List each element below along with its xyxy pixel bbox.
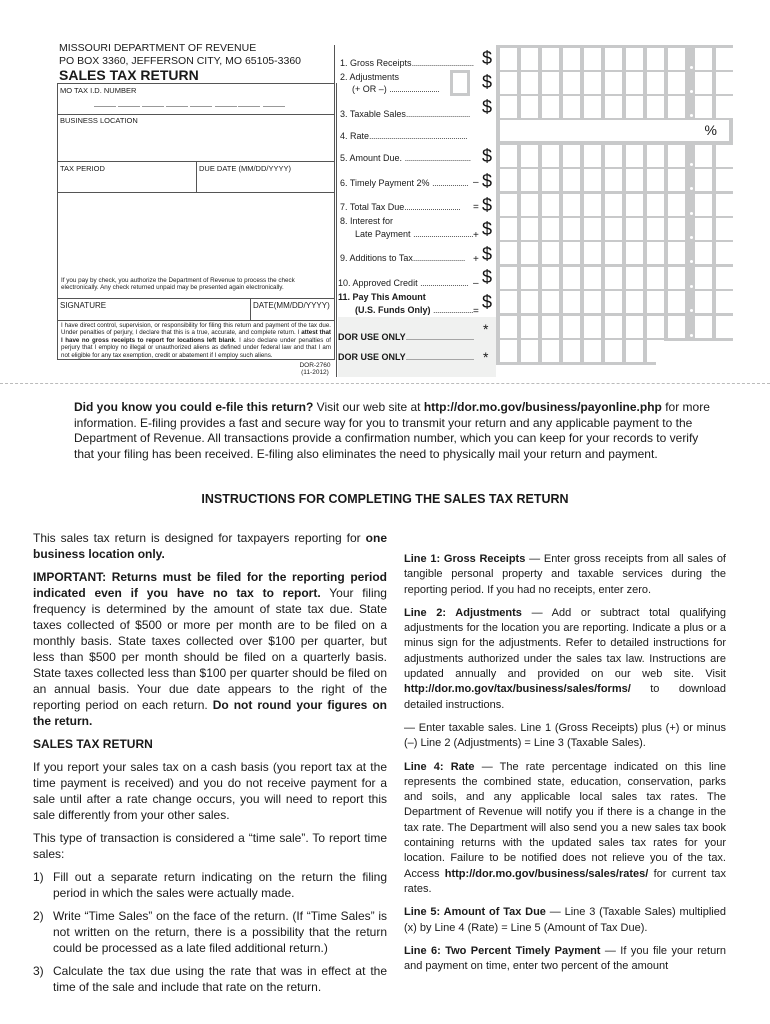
line-8-late-payment: Late Payment .............................. — [355, 229, 474, 239]
digit-cell[interactable] — [542, 316, 559, 338]
digit-cell[interactable] — [563, 267, 580, 289]
equals-operator: = — [473, 306, 479, 317]
digit-cell[interactable] — [716, 145, 733, 167]
digit-cell[interactable] — [605, 194, 622, 216]
tax-id-digit-slot — [94, 106, 116, 107]
line-6-instruction: Line 6: Two Percent Timely Payment — If you file your return and payment on time, enter two percent of the amount — [404, 944, 726, 973]
digit-cell[interactable] — [563, 242, 580, 264]
decimal-point-icon — [690, 309, 693, 312]
tax-id-field[interactable] — [57, 83, 335, 115]
digit-cell[interactable] — [521, 96, 538, 118]
sign-date-field[interactable] — [250, 298, 335, 321]
adjustment-sign-box[interactable] — [450, 70, 470, 96]
digit-cell[interactable] — [695, 72, 712, 94]
digit-cell[interactable] — [584, 316, 601, 338]
instructions-right-column — [404, 552, 726, 982]
perforation-cut-line — [0, 383, 770, 384]
digit-cell[interactable] — [716, 291, 733, 313]
digit-cell[interactable] — [695, 267, 712, 289]
important-paragraph: IMPORTANT: Returns must be filed for the reporting period indicated even if you have no tax to report. Your filing frequency is determined by the amount of state tax due. State taxes collected of $500 or more per month are to be filed on a monthly basis. State taxes collected over $100 per quarter, but less than $500 per month should be filed on a quarterly basis. State taxes collected less than $100 per quarter should be filed on an annual basis. Your due date appears to the right of the reporting period on each return. Do not round your figures on the return. — [33, 570, 387, 728]
digit-cell[interactable] — [542, 267, 559, 289]
digit-cell[interactable] — [584, 48, 601, 70]
efile-lead: Did you know you could e-file this return? — [74, 400, 314, 414]
digit-cell[interactable] — [626, 96, 643, 118]
dollar-icon: $ — [482, 267, 493, 287]
asterisk-icon: * — [483, 321, 489, 337]
digit-cell[interactable] — [716, 267, 733, 289]
decimal-point-icon — [690, 236, 693, 239]
line-1-instruction: Line 1: Gross Receipts — Enter gross receipts from all sales of tangible personal property and taxable services during the reporting period. If you had no receipts, enter zero. — [404, 553, 726, 596]
digit-cell[interactable] — [521, 72, 538, 94]
attestation-box — [57, 320, 335, 360]
signature-label: SIGNATURE — [60, 301, 107, 310]
dor-use-only-1: DOR USE ONLY.................................. — [338, 332, 474, 342]
digit-cell[interactable] — [500, 316, 517, 338]
digit-cell[interactable] — [542, 96, 559, 118]
dollar-icon: $ — [482, 244, 493, 264]
digit-cell[interactable] — [563, 72, 580, 94]
digit-cell[interactable] — [542, 145, 559, 167]
efile-notice: Did you know you could e-file this return? Visit our web site at http://dor.mo.gov/business/payonline.php for more information. E-filing provides a fast and secure way for you to transmit your return and any applicable payment to the Department of Revenue. All transactions provide a confirmation number, which you can keep for your records to verify that your filing has been received. E-filing also eliminates the need to physically mail your return and payment. — [74, 400, 710, 461]
line-1-gross-receipts: 1. Gross Receipts............................... — [340, 58, 474, 68]
digit-cell[interactable] — [542, 291, 559, 313]
digit-cell[interactable] — [668, 96, 685, 118]
digit-cell[interactable] — [521, 242, 538, 264]
digit-cell[interactable] — [605, 340, 622, 362]
section-heading: SALES TAX RETURN — [33, 737, 153, 751]
line-3-instruction: — Enter taxable sales. Line 1 (Gross Receipts) plus (+) or minus (–) Line 2 (Adjustments) = Line 3 (Taxable Sales). — [404, 721, 726, 750]
digit-cell[interactable] — [668, 48, 685, 70]
tax-id-digit-slot — [238, 106, 260, 107]
asterisk-icon: * — [483, 349, 489, 365]
digit-cell[interactable] — [584, 267, 601, 289]
digit-cell[interactable] — [647, 267, 664, 289]
address-area[interactable] — [57, 192, 335, 299]
digit-cell[interactable] — [716, 242, 733, 264]
sign-date-label: DATE(MM/DD/YYYY) — [253, 301, 330, 310]
digit-cell[interactable] — [521, 48, 538, 70]
digit-cell[interactable] — [521, 194, 538, 216]
digit-cell[interactable] — [584, 340, 601, 362]
time-sale-paragraph: This type of transaction is considered a “time sale”. To report time sales: — [33, 831, 387, 861]
digit-cell[interactable] — [521, 340, 538, 362]
digit-cell[interactable] — [500, 72, 517, 94]
tax-id-digit-slot — [118, 106, 140, 107]
form-number-block — [296, 362, 334, 376]
dollar-icon: $ — [482, 48, 493, 68]
minus-operator: – — [473, 278, 479, 289]
line-7-total-tax-due: 7. Total Tax Due............................ — [340, 202, 461, 212]
digit-cell[interactable] — [605, 291, 622, 313]
digit-cell[interactable] — [626, 267, 643, 289]
tax-id-digit-slot — [215, 106, 237, 107]
digit-cell[interactable] — [716, 169, 733, 191]
line-11-pay-this-amount: 11. Pay This Amount — [338, 292, 426, 302]
dollar-icon: $ — [482, 195, 493, 215]
digit-cell[interactable] — [521, 291, 538, 313]
digit-cell[interactable] — [605, 48, 622, 70]
digit-cell[interactable] — [521, 316, 538, 338]
decimal-point-icon — [690, 285, 693, 288]
digit-cell[interactable] — [647, 72, 664, 94]
digit-cell[interactable] — [626, 340, 643, 362]
digit-cell[interactable] — [563, 340, 580, 362]
digit-cell[interactable] — [605, 242, 622, 264]
dor-use-only-2: DOR USE ONLY.................................. — [338, 352, 474, 362]
digit-cell[interactable] — [563, 145, 580, 167]
digit-cell[interactable] — [563, 96, 580, 118]
digit-cell[interactable] — [500, 291, 517, 313]
agency-address: PO BOX 3360, JEFFERSON CITY, MO 65105-3360 — [59, 55, 301, 67]
digit-cell[interactable] — [521, 169, 538, 191]
digit-cell[interactable] — [647, 169, 664, 191]
digit-cell[interactable] — [668, 169, 685, 191]
dollar-icon: $ — [482, 146, 493, 166]
due-date-field[interactable] — [196, 161, 335, 193]
decimal-point-icon — [690, 66, 693, 69]
digit-cell[interactable] — [716, 48, 733, 70]
digit-cell[interactable] — [500, 340, 517, 362]
due-date-label: DUE DATE (MM/DD/YYYY) — [199, 164, 291, 173]
digit-cell[interactable] — [605, 267, 622, 289]
digit-cell[interactable] — [584, 218, 601, 240]
digit-cell[interactable] — [500, 218, 517, 240]
digit-cell[interactable] — [716, 316, 733, 338]
step-item: 2) Write “Time Sales” on the face of the return. (If “Time Sales” is not written on the return, there is a possibility that the return could be processed as a late filed additional return.) — [33, 909, 387, 955]
digit-cell[interactable] — [647, 316, 664, 338]
digit-cell[interactable] — [695, 48, 712, 70]
check-notice: If you pay by check, you authorize the Department of Revenue to process the check electronically. Any check returned unpaid may be presented again electronically. — [61, 277, 295, 292]
decimal-point-icon — [690, 163, 693, 166]
digit-cell[interactable] — [695, 194, 712, 216]
digit-cell[interactable] — [542, 48, 559, 70]
digit-cell[interactable] — [605, 72, 622, 94]
step-item: 3) Calculate the tax due using the rate that was in effect at the time of the sale and include that rate on the return. — [33, 964, 387, 994]
line-2-adjustments: 2. Adjustments — [340, 72, 400, 82]
business-location-field[interactable] — [57, 114, 335, 162]
digit-cell[interactable] — [500, 96, 517, 118]
cash-basis-paragraph: If you report your sales tax on a cash basis (you report tax at the time payment is received) and you do not receive payment for a sale until after a rate change occurs, you will need to report this sale differently from your other sales. — [33, 760, 387, 822]
digit-cell[interactable] — [563, 169, 580, 191]
digit-cell[interactable] — [584, 291, 601, 313]
line-3-taxable-sales: 3. Taxable Sales................................ — [340, 109, 470, 119]
rate-input[interactable] — [500, 120, 729, 141]
business-location-label: BUSINESS LOCATION — [60, 116, 138, 125]
line-9-additions: 9. Additions to Tax.......................... — [340, 253, 465, 263]
digit-cell[interactable] — [542, 169, 559, 191]
decimal-point-icon — [690, 260, 693, 263]
line-2-instruction: Line 2: Adjustments — Add or subtract total qualifying adjustments for the location you are reporting. Indicate a plus or a minus sign for the adjustments. Refer to detailed instructions for adjustments authorized under the sales tax law. Instructions are updated annually and provided on our web site. Visit http://dor.mo.gov/tax/business/sales/forms/ to download detailed instructions. — [404, 606, 726, 711]
instructions-title: INSTRUCTIONS FOR COMPLETING THE SALES TAX RETURN — [201, 492, 569, 506]
digit-cell[interactable] — [605, 96, 622, 118]
intro-paragraph: This sales tax return is designed for taxpayers reporting for one business location only. — [33, 531, 387, 561]
tax-id-label: MO TAX I.D. NUMBER — [60, 86, 137, 95]
digit-cell[interactable] — [695, 218, 712, 240]
digit-cell[interactable] — [584, 72, 601, 94]
digit-cell[interactable] — [563, 48, 580, 70]
digit-cell[interactable] — [500, 145, 517, 167]
decimal-point-icon — [690, 334, 693, 337]
digit-cell[interactable] — [584, 242, 601, 264]
digit-cell[interactable] — [584, 169, 601, 191]
digit-cell[interactable] — [542, 194, 559, 216]
tax-id-digit-slot — [166, 106, 188, 107]
agency-name: MISSOURI DEPARTMENT OF REVENUE — [59, 42, 257, 54]
digit-cell[interactable] — [605, 145, 622, 167]
plus-operator: + — [473, 230, 479, 241]
line-4-instruction: Line 4: Rate — The rate percentage indicated on this line represents the combined state, education, conservation, parks and soils, and any applicable local sales tax rates. The Department of Revenue will notify you if there is a change in the tax rate. The Department will also send you a new sales tax book containing returns with the updated sales tax rates for your location. Failure to be notified does not relieve you of the tax. Access http://dor.mo.gov/business/sales/rates/ for current tax rates. — [404, 760, 726, 895]
digit-cell[interactable] — [521, 145, 538, 167]
digit-cell[interactable] — [626, 218, 643, 240]
digit-cell[interactable] — [695, 242, 712, 264]
digit-cell[interactable] — [605, 218, 622, 240]
digit-cell[interactable] — [500, 169, 517, 191]
percent-icon: % — [704, 122, 717, 138]
digit-cell[interactable] — [668, 242, 685, 264]
form-title: SALES TAX RETURN — [59, 67, 199, 83]
digit-cell[interactable] — [626, 48, 643, 70]
digit-cell[interactable] — [668, 145, 685, 167]
minus-operator: – — [473, 177, 479, 188]
digit-cell[interactable] — [500, 242, 517, 264]
digit-cell[interactable] — [695, 291, 712, 313]
digit-cell[interactable] — [626, 242, 643, 264]
efile-link[interactable]: http://dor.mo.gov/business/payonline.php — [423, 400, 662, 414]
line-2-adjustments-sign: (+ OR –) ......................... — [352, 84, 440, 94]
digit-cell[interactable] — [542, 340, 559, 362]
time-sale-steps — [33, 869, 387, 995]
digit-cell[interactable] — [500, 48, 517, 70]
digit-cell[interactable] — [647, 96, 664, 118]
digit-cell[interactable] — [668, 72, 685, 94]
attestation-text: I have direct control, supervision, or responsibility for filing this return and payment of the tax due. Under penalties of perjury, I declare that this is a true, accurate, and complete return. I attest that I have no gross receipts to report for locations left blank. I also declare under penalties of perjury that I employ no illegal or unauthorized aliens as defined under federal law and that I am not eligible for any tax exemption, credit or abatement if I employ such aliens. — [61, 322, 331, 359]
header-border — [334, 45, 335, 83]
attestation-bold: attest that I have no gross receipts to report for locations left blank — [61, 329, 331, 344]
decimal-point-icon — [690, 90, 693, 93]
tax-period-label: TAX PERIOD — [60, 164, 105, 173]
digit-cell[interactable] — [563, 316, 580, 338]
equals-operator: = — [473, 202, 479, 213]
form-number: DOR-2760 — [299, 362, 331, 369]
tax-id-digit-slot — [263, 106, 285, 107]
line-6-timely-payment: 6. Timely Payment 2% .................. — [340, 178, 469, 188]
plus-operator: + — [473, 254, 479, 265]
digit-cell[interactable] — [542, 72, 559, 94]
line-10-approved-credit: 10. Approved Credit ........................ — [338, 278, 469, 288]
digit-cell[interactable] — [716, 72, 733, 94]
tax-id-digit-slot — [142, 106, 164, 107]
digit-cell[interactable] — [626, 72, 643, 94]
form-revision: (11-2012) — [301, 369, 329, 376]
dollar-icon: $ — [482, 97, 493, 117]
line-5-amount-due: 5. Amount Due. ................................. — [340, 153, 471, 163]
digit-cell[interactable] — [626, 194, 643, 216]
dor-use-shade — [338, 317, 496, 377]
digit-cell[interactable] — [584, 145, 601, 167]
digit-cell[interactable] — [563, 194, 580, 216]
digit-cell[interactable] — [542, 242, 559, 264]
digit-cell[interactable] — [647, 48, 664, 70]
digit-cell[interactable] — [605, 169, 622, 191]
digit-cell[interactable] — [626, 145, 643, 167]
line-11-us-funds: (U.S. Funds Only) .................... — [355, 305, 474, 315]
digit-cell[interactable] — [695, 316, 712, 338]
decimal-point-icon — [690, 187, 693, 190]
digit-cell[interactable] — [647, 145, 664, 167]
digit-cell[interactable] — [668, 194, 685, 216]
tax-id-digit-slot — [190, 106, 212, 107]
decimal-point-icon — [690, 114, 693, 117]
digit-cell[interactable] — [695, 96, 712, 118]
digit-cell[interactable] — [521, 218, 538, 240]
dollar-icon: $ — [482, 219, 493, 239]
line-8-interest: 8. Interest for — [340, 216, 394, 226]
forms-link[interactable]: http://dor.mo.gov/tax/business/sales/forms/ — [404, 683, 631, 696]
digit-cell[interactable] — [668, 316, 685, 338]
digit-cell[interactable] — [647, 340, 664, 362]
digit-cell[interactable] — [542, 218, 559, 240]
digit-cell[interactable] — [716, 194, 733, 216]
digit-cell[interactable] — [695, 145, 712, 167]
digit-cell[interactable] — [668, 291, 685, 313]
instructions-left-column — [33, 530, 387, 1002]
digit-cell[interactable] — [668, 267, 685, 289]
column-divider — [336, 83, 337, 377]
digit-cell[interactable] — [626, 291, 643, 313]
digit-cell[interactable] — [626, 316, 643, 338]
digit-cell[interactable] — [626, 169, 643, 191]
line-5-instruction: Line 5: Amount of Tax Due — Line 3 (Taxable Sales) multiplied (x) by Line 4 (Rate) = Line 5 (Amount of Tax Due). — [404, 906, 726, 934]
digit-cell[interactable] — [647, 194, 664, 216]
digit-cell[interactable] — [500, 267, 517, 289]
digit-cell[interactable] — [647, 291, 664, 313]
digit-cell[interactable] — [563, 291, 580, 313]
digit-cell[interactable] — [716, 96, 733, 118]
dollar-icon: $ — [482, 72, 493, 92]
digit-cell[interactable] — [521, 267, 538, 289]
rates-link[interactable]: http://dor.mo.gov/business/sales/rates/ — [444, 867, 649, 880]
digit-cell[interactable] — [584, 96, 601, 118]
digit-cell[interactable] — [668, 218, 685, 240]
digit-cell[interactable] — [695, 169, 712, 191]
tax-period-field[interactable] — [57, 161, 197, 193]
digit-cell[interactable] — [605, 316, 622, 338]
digit-cell[interactable] — [647, 218, 664, 240]
decimal-point-icon — [690, 212, 693, 215]
step-item: 1) Fill out a separate return indicating on the return the filing period in which the sales were actually made. — [33, 870, 387, 900]
digit-cell[interactable] — [647, 242, 664, 264]
signature-field[interactable] — [57, 298, 251, 321]
digit-cell[interactable] — [563, 218, 580, 240]
dollar-icon: $ — [482, 292, 493, 312]
digit-cell[interactable] — [584, 194, 601, 216]
line-4-rate: 4. Rate................................................. — [340, 131, 468, 141]
digit-cell[interactable] — [500, 194, 517, 216]
dollar-icon: $ — [482, 171, 493, 191]
digit-cell[interactable] — [716, 218, 733, 240]
